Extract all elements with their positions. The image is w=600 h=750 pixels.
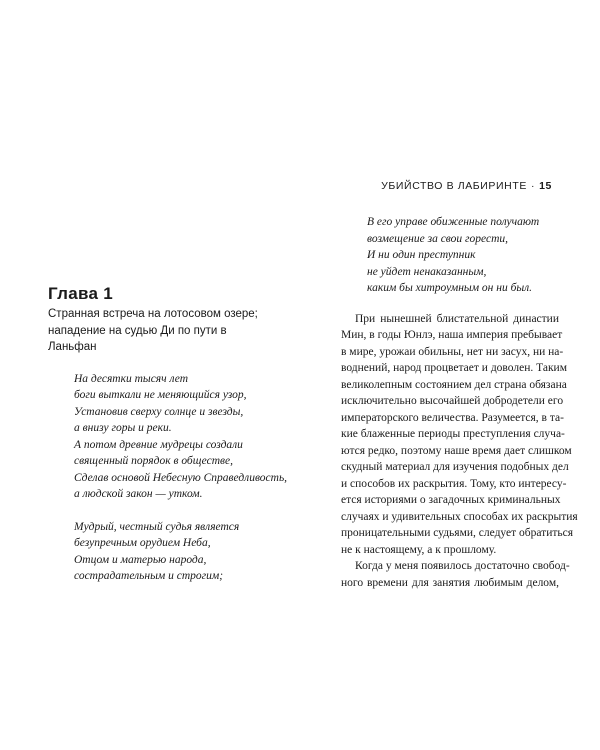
verse-line: И ни один преступник bbox=[367, 249, 476, 261]
page-number: 15 bbox=[539, 180, 552, 192]
text-line: Когда у меня появилось достаточно свобод- bbox=[355, 560, 570, 572]
verse-line: А потом древние мудрецы создали bbox=[74, 438, 243, 451]
left-page-column bbox=[48, 284, 288, 585]
text-line: в мире, урожаи обильны, нет ни засух, ни на- bbox=[341, 345, 564, 358]
verse-line: Сделав основой Небесную Справедливость, bbox=[74, 471, 288, 484]
text-line: Мин, в годы Юнлэ, наша империя пребывает bbox=[341, 329, 563, 341]
verse-line: Мудрый, честный судья является bbox=[74, 520, 240, 533]
verse-line: Отцом и матерью народа, bbox=[74, 553, 207, 566]
text-line: скудный материал для изучения подобных дел bbox=[341, 461, 569, 473]
epigraph-stanza-3 bbox=[367, 214, 559, 297]
verse-line: боги выткали не меняющийся узор, bbox=[74, 389, 247, 401]
verse-line: В его управе обиженные получают bbox=[367, 216, 540, 228]
text-line: случаях и удивительных способах их раскрытия bbox=[341, 510, 578, 523]
right-page-column bbox=[341, 214, 578, 591]
verse-line: каким бы хитроумным он ни был. bbox=[367, 282, 533, 294]
verse-line: не уйдет ненаказанным, bbox=[367, 265, 487, 278]
body-paragraph-2 bbox=[341, 558, 570, 591]
text-line: кие блаженные периоды преступления случа- bbox=[341, 428, 565, 440]
text-line: ются редко, поэтому наше время дает слишком bbox=[341, 444, 572, 457]
verse-line: а людской закон — утком. bbox=[74, 488, 203, 500]
chapter-title: Глава 1 bbox=[48, 284, 114, 303]
text-line: ется историями о загадочных криминальных bbox=[341, 494, 561, 506]
epigraph-stanza-1 bbox=[74, 371, 288, 503]
text-line: ного времени для занятия любимым делом, bbox=[341, 576, 559, 589]
verse-line: Установив сверху солнце и звезды, bbox=[74, 405, 244, 418]
verse-line: а внизу горы и реки. bbox=[74, 422, 172, 434]
verse-line: сострадательным и строгим; bbox=[74, 570, 224, 582]
verse-line: священный порядок в обществе, bbox=[74, 455, 234, 467]
chapter-subtitle: Странная встреча на лотосовом озере; нападение на судью Ди по пути в Ланьфан bbox=[48, 308, 258, 353]
running-head-title: УБИЙСТВО В ЛАБИРИНТЕ bbox=[381, 180, 527, 192]
text-line: воднений, народ процветает и доволен. Таким bbox=[341, 362, 567, 374]
running-head bbox=[300, 180, 552, 192]
text-line: не к настоящему, а к прошлому. bbox=[341, 543, 497, 556]
text-line: и способов их раскрытия. Тому, кто интересу- bbox=[341, 477, 567, 490]
verse-line: На десятки тысяч лет bbox=[74, 372, 189, 385]
verse-line: возмещение за свои горести, bbox=[367, 232, 508, 245]
text-line: исключительно высочайшей добродетели его bbox=[341, 395, 564, 407]
text-line: императорского величества. Разумеется, в та- bbox=[341, 411, 564, 424]
body-paragraph-1 bbox=[341, 311, 578, 559]
text-line: При нынешней блистательной династии bbox=[355, 312, 559, 325]
epigraph-stanza-2 bbox=[74, 519, 280, 585]
verse-line: безупречным орудием Неба, bbox=[74, 537, 211, 549]
running-head-separator: · bbox=[531, 180, 536, 192]
text-line: великолепным состоянием дел страна обязана bbox=[341, 378, 567, 391]
text-line: проницательными судьями, следует обратиться bbox=[341, 527, 574, 539]
